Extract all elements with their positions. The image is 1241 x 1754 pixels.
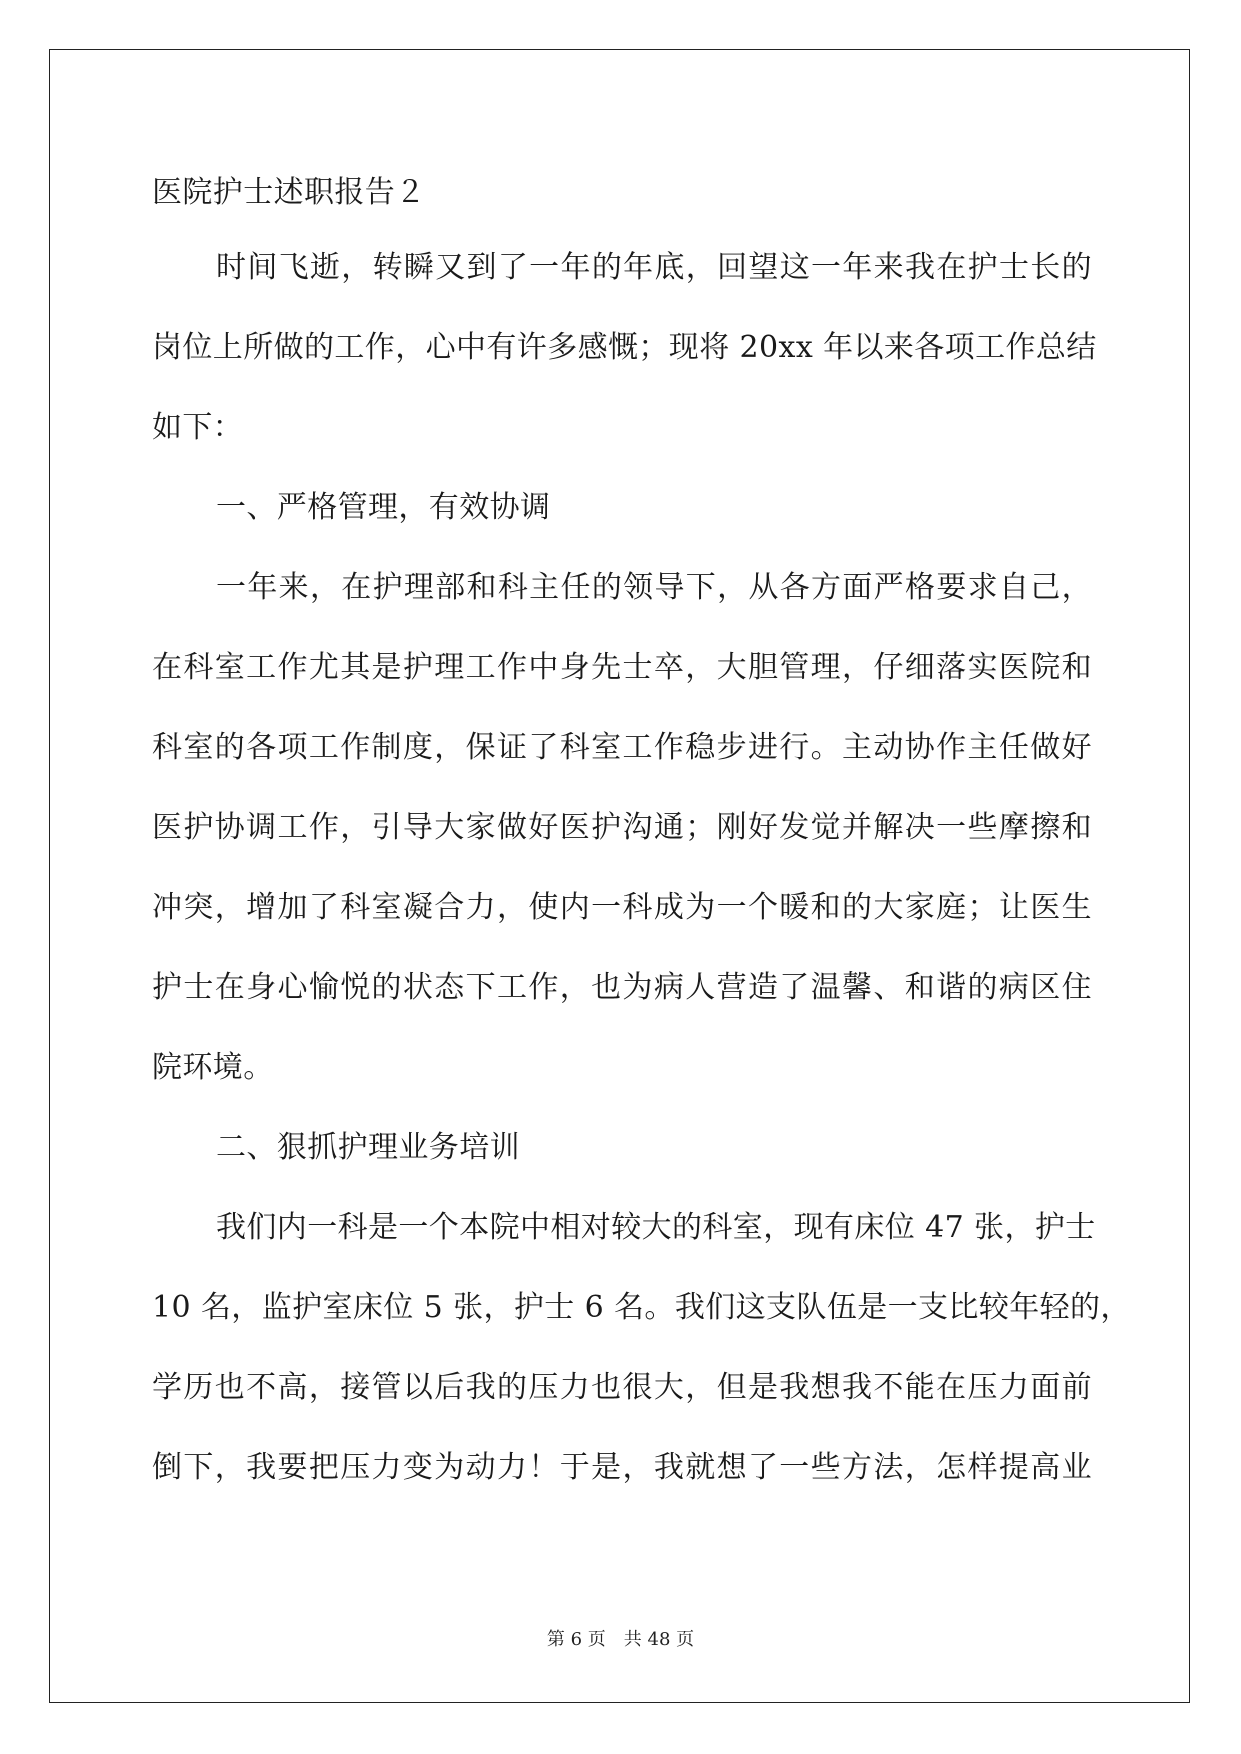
text-line: 倒下，我要把压力变为动力！于是，我就想了一些方法，怎样提高业 bbox=[152, 1450, 1092, 1485]
text-line: 我们内一科是一个本院中相对较大的科室，现有床位 47 张，护士 bbox=[216, 1210, 1096, 1245]
text-line: 一年来，在护理部和科主任的领导下，从各方面严格要求自己， bbox=[216, 570, 1092, 605]
text-line: 岗位上所做的工作，心中有许多感慨；现将 20xx 年以来各项工作总结 bbox=[152, 330, 1097, 365]
text-line: 学历也不高，接管以后我的压力也很大，但是我想我不能在压力面前 bbox=[152, 1370, 1092, 1405]
text-line: 冲突，增加了科室凝合力，使内一科成为一个暖和的大家庭；让医生 bbox=[152, 890, 1092, 925]
text-line: 二、狠抓护理业务培训 bbox=[216, 1130, 520, 1165]
text-line: 护士在身心愉悦的状态下工作，也为病人营造了温馨、和谐的病区住 bbox=[152, 970, 1092, 1005]
text-line: 科室的各项工作制度，保证了科室工作稳步进行。主动协作主任做好 bbox=[152, 730, 1092, 765]
document-body bbox=[152, 158, 1131, 1508]
page-total: 共 48 页 bbox=[623, 1629, 695, 1650]
text-line: 医护协调工作，引导大家做好医护沟通；刚好发觉并解决一些摩擦和 bbox=[152, 810, 1092, 845]
page-footer bbox=[0, 1625, 1241, 1651]
page-number: 第 6 页 bbox=[546, 1629, 606, 1650]
text-line: 如下： bbox=[152, 410, 244, 445]
text-line: 院环境。 bbox=[152, 1050, 274, 1085]
document-title: 医院护士述职报告２ bbox=[152, 175, 426, 210]
text-line: 时间飞逝，转瞬又到了一年的年底，回望这一年来我在护士长的 bbox=[216, 250, 1092, 285]
text-line: 10 名，监护室床位 5 张，护士 6 名。我们这支队伍是一支比较年轻的， bbox=[152, 1290, 1131, 1325]
text-line: 在科室工作尤其是护理工作中身先士卒，大胆管理，仔细落实医院和 bbox=[152, 650, 1092, 685]
text-line: 一、严格管理，有效协调 bbox=[216, 490, 551, 525]
